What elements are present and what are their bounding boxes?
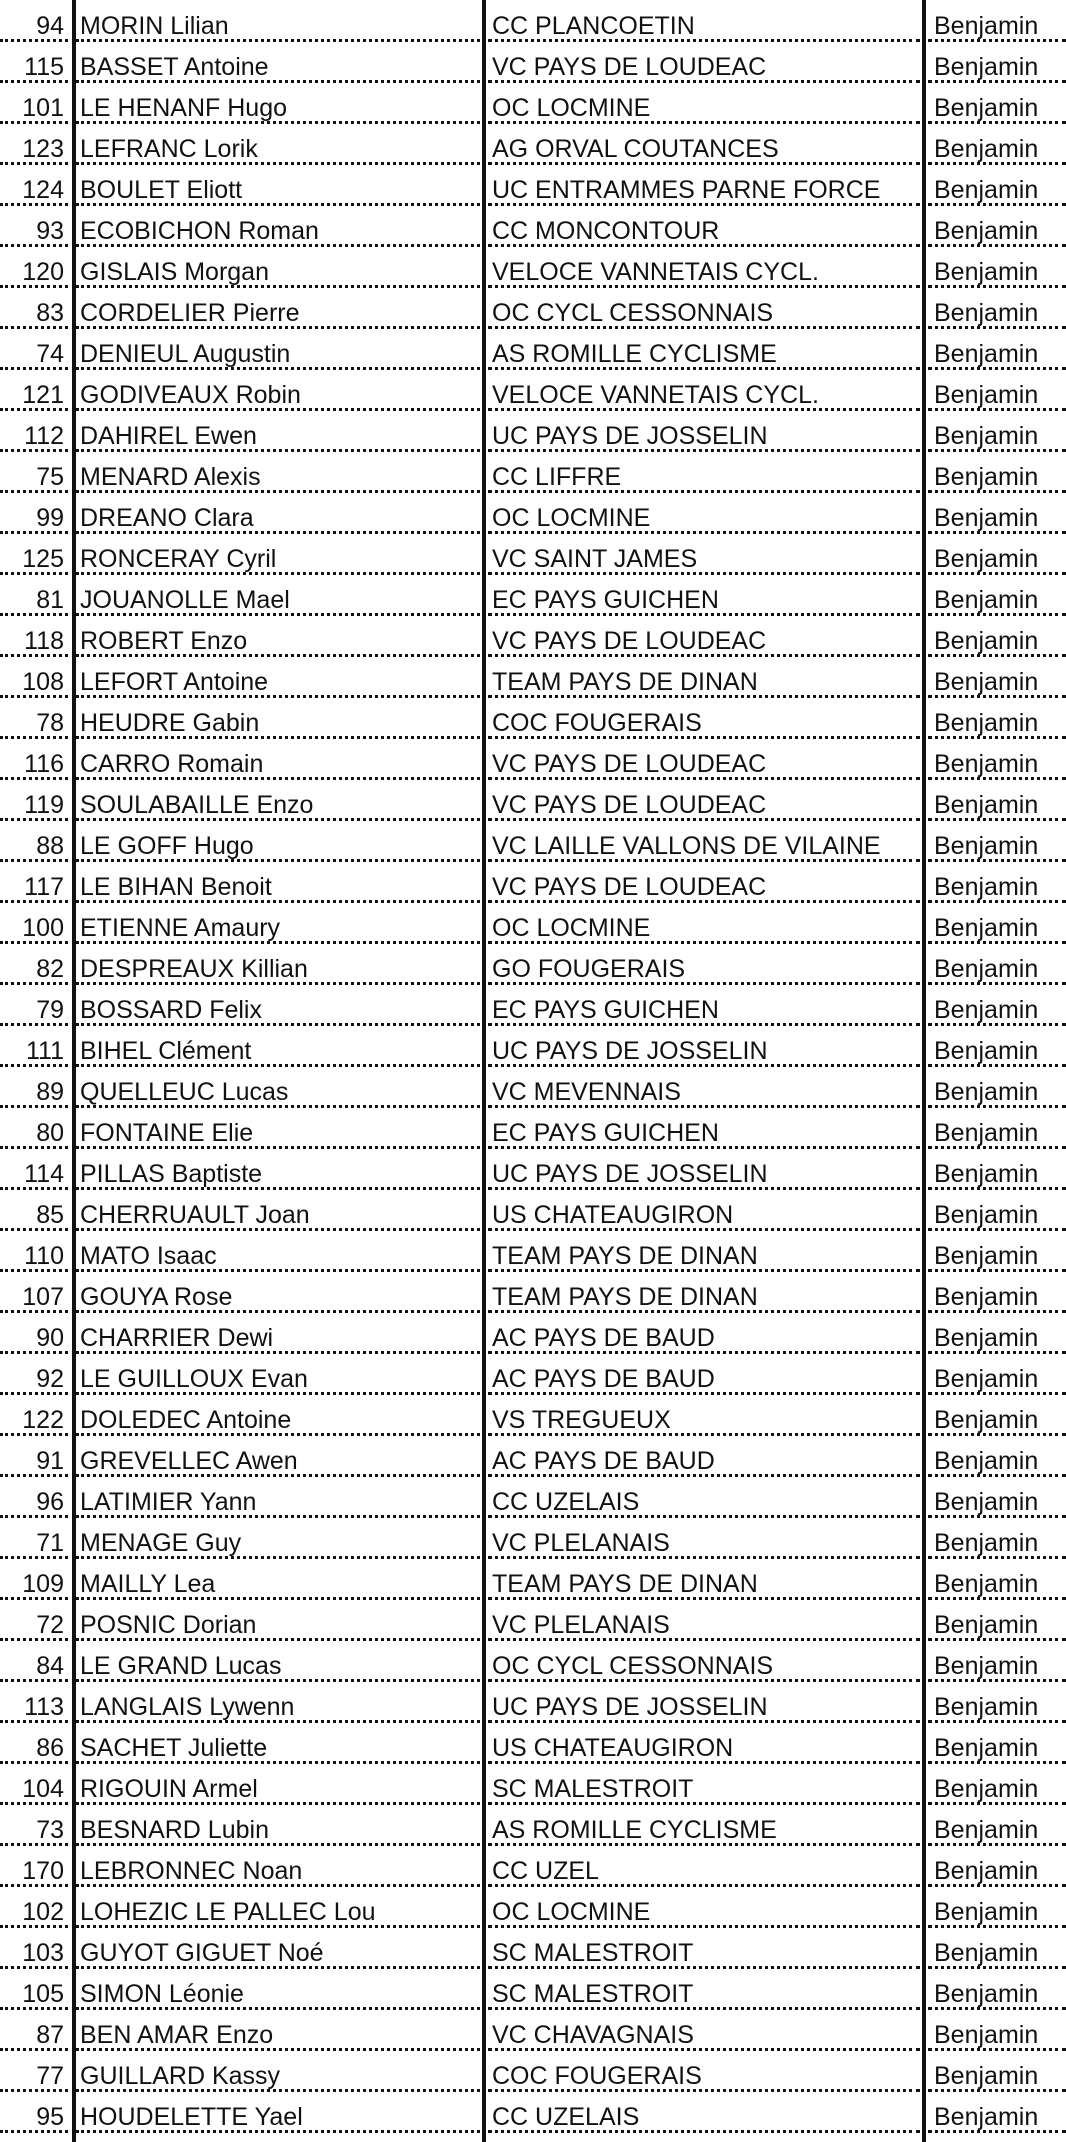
rider-name-cell: CHERRUAULT Joan [76,1190,480,1231]
club-cell: VELOCE VANNETAIS CYCL. [488,370,920,411]
bib-number-cell: 85 [0,1190,68,1231]
category-cell: Benjamin [928,411,1066,452]
rider-name-cell: BOULET Eliott [76,165,480,206]
bib-number-cell: 122 [0,1395,68,1436]
rider-name-cell: DOLEDEC Antoine [76,1395,480,1436]
table-row [0,739,1066,780]
rider-name-cell: MAILLY Lea [76,1559,480,1600]
category-cell: Benjamin [928,1067,1066,1108]
bib-number-cell: 87 [0,2010,68,2051]
club-cell: VC SAINT JAMES [488,534,920,575]
bib-number-cell: 170 [0,1846,68,1887]
table-row [0,1928,1066,1969]
table-row [0,1969,1066,2010]
bib-number-cell: 102 [0,1887,68,1928]
bib-number-cell: 114 [0,1149,68,1190]
bib-number-cell: 80 [0,1108,68,1149]
bib-number-cell: 110 [0,1231,68,1272]
table-row [0,247,1066,288]
table-row [0,206,1066,247]
club-cell: TEAM PAYS DE DINAN [488,1231,920,1272]
category-cell: Benjamin [928,1026,1066,1067]
category-cell: Benjamin [928,1272,1066,1313]
rider-name-cell: LE BIHAN Benoit [76,862,480,903]
category-cell: Benjamin [928,1928,1066,1969]
rider-name-cell: QUELLEUC Lucas [76,1067,480,1108]
category-cell: Benjamin [928,1149,1066,1190]
category-cell: Benjamin [928,329,1066,370]
rider-name-cell: GUILLARD Kassy [76,2051,480,2092]
table-row [0,493,1066,534]
rider-name-cell: GOUYA Rose [76,1272,480,1313]
table-row [0,1,1066,42]
club-cell: US CHATEAUGIRON [488,1190,920,1231]
club-cell: VC PAYS DE LOUDEAC [488,616,920,657]
category-cell: Benjamin [928,1887,1066,1928]
club-cell: VC PAYS DE LOUDEAC [488,862,920,903]
table-row [0,1231,1066,1272]
club-cell: UC ENTRAMMES PARNE FORCE [488,165,920,206]
category-cell: Benjamin [928,247,1066,288]
rider-name-cell: LEFORT Antoine [76,657,480,698]
club-cell: OC LOCMINE [488,493,920,534]
rider-name-cell: LE GOFF Hugo [76,821,480,862]
rider-name-cell: LE GRAND Lucas [76,1641,480,1682]
bib-number-cell: 108 [0,657,68,698]
table-row [0,2051,1066,2092]
category-cell: Benjamin [928,1600,1066,1641]
category-cell: Benjamin [928,985,1066,1026]
table-row [0,1067,1066,1108]
table-row [0,657,1066,698]
club-cell: UC PAYS DE JOSSELIN [488,1682,920,1723]
bib-number-cell: 124 [0,165,68,206]
table-row [0,42,1066,83]
rider-name-cell: ECOBICHON Roman [76,206,480,247]
bib-number-cell: 120 [0,247,68,288]
table-row [0,1600,1066,1641]
bib-number-cell: 81 [0,575,68,616]
rider-name-cell: CORDELIER Pierre [76,288,480,329]
bib-number-cell: 88 [0,821,68,862]
category-cell: Benjamin [928,616,1066,657]
bib-number-cell: 92 [0,1354,68,1395]
club-cell: EC PAYS GUICHEN [488,1108,920,1149]
rider-name-cell: GODIVEAUX Robin [76,370,480,411]
bib-number-cell: 90 [0,1313,68,1354]
table-row [0,329,1066,370]
table-row [0,1559,1066,1600]
bib-number-cell: 109 [0,1559,68,1600]
category-cell: Benjamin [928,42,1066,83]
category-cell: Benjamin [928,1805,1066,1846]
category-cell: Benjamin [928,1477,1066,1518]
table-row [0,1846,1066,1887]
table-row [0,1682,1066,1723]
bib-number-cell: 99 [0,493,68,534]
rider-name-cell: PILLAS Baptiste [76,1149,480,1190]
table-row [0,616,1066,657]
bib-number-cell: 83 [0,288,68,329]
category-cell: Benjamin [928,862,1066,903]
table-row [0,903,1066,944]
club-cell: VC PLELANAIS [488,1600,920,1641]
category-cell: Benjamin [928,1559,1066,1600]
table-row [0,534,1066,575]
table-row [0,1354,1066,1395]
club-cell: COC FOUGERAIS [488,698,920,739]
category-cell: Benjamin [928,288,1066,329]
category-cell: Benjamin [928,944,1066,985]
bib-number-cell: 84 [0,1641,68,1682]
category-cell: Benjamin [928,657,1066,698]
table-row [0,780,1066,821]
club-cell: VELOCE VANNETAIS CYCL. [488,247,920,288]
club-cell: OC LOCMINE [488,903,920,944]
bib-number-cell: 119 [0,780,68,821]
table-row [0,165,1066,206]
rider-name-cell: BIHEL Clément [76,1026,480,1067]
table-row [0,1477,1066,1518]
rider-name-cell: SIMON Léonie [76,1969,480,2010]
bib-number-cell: 104 [0,1764,68,1805]
bib-number-cell: 118 [0,616,68,657]
rider-name-cell: MENAGE Guy [76,1518,480,1559]
rider-name-cell: BESNARD Lubin [76,1805,480,1846]
rider-name-cell: CHARRIER Dewi [76,1313,480,1354]
bib-number-cell: 82 [0,944,68,985]
table-row [0,1436,1066,1477]
club-cell: EC PAYS GUICHEN [488,575,920,616]
bib-number-cell: 89 [0,1067,68,1108]
bib-number-cell: 105 [0,1969,68,2010]
table-row [0,452,1066,493]
category-cell: Benjamin [928,1395,1066,1436]
category-cell: Benjamin [928,2092,1066,2133]
table-row [0,1395,1066,1436]
table-row [0,1026,1066,1067]
table-row [0,862,1066,903]
rider-name-cell: LATIMIER Yann [76,1477,480,1518]
rider-name-cell: DREANO Clara [76,493,480,534]
rider-name-cell: SACHET Juliette [76,1723,480,1764]
table-row [0,1272,1066,1313]
rider-name-cell: MENARD Alexis [76,452,480,493]
rider-name-cell: GUYOT GIGUET Noé [76,1928,480,1969]
club-cell: CC UZELAIS [488,2092,920,2133]
bib-number-cell: 95 [0,2092,68,2133]
rider-name-cell: GREVELLEC Awen [76,1436,480,1477]
club-cell: SC MALESTROIT [488,1969,920,2010]
club-cell: GO FOUGERAIS [488,944,920,985]
column-divider-number [72,0,76,2142]
club-cell: US CHATEAUGIRON [488,1723,920,1764]
rider-name-cell: ROBERT Enzo [76,616,480,657]
category-cell: Benjamin [928,821,1066,862]
club-cell: CC LIFFRE [488,452,920,493]
category-cell: Benjamin [928,575,1066,616]
rider-name-cell: MATO Isaac [76,1231,480,1272]
category-cell: Benjamin [928,83,1066,124]
bib-number-cell: 72 [0,1600,68,1641]
category-cell: Benjamin [928,739,1066,780]
table-row [0,2010,1066,2051]
table-row [0,1764,1066,1805]
rider-name-cell: JOUANOLLE Mael [76,575,480,616]
rider-name-cell: ETIENNE Amaury [76,903,480,944]
bib-number-cell: 75 [0,452,68,493]
table-row [0,821,1066,862]
table-row [0,370,1066,411]
column-divider-club [922,0,926,2142]
club-cell: AS ROMILLE CYCLISME [488,1805,920,1846]
bib-number-cell: 103 [0,1928,68,1969]
category-cell: Benjamin [928,780,1066,821]
bib-number-cell: 123 [0,124,68,165]
bib-number-cell: 74 [0,329,68,370]
rider-name-cell: GISLAIS Morgan [76,247,480,288]
category-cell: Benjamin [928,1,1066,42]
category-cell: Benjamin [928,2051,1066,2092]
bib-number-cell: 125 [0,534,68,575]
category-cell: Benjamin [928,1764,1066,1805]
table-row [0,698,1066,739]
bib-number-cell: 93 [0,206,68,247]
rider-name-cell: BEN AMAR Enzo [76,2010,480,2051]
bib-number-cell: 112 [0,411,68,452]
club-cell: UC PAYS DE JOSSELIN [488,1149,920,1190]
bib-number-cell: 91 [0,1436,68,1477]
bib-number-cell: 121 [0,370,68,411]
category-cell: Benjamin [928,1231,1066,1272]
bib-number-cell: 94 [0,1,68,42]
rider-name-cell: POSNIC Dorian [76,1600,480,1641]
table-row [0,411,1066,452]
category-cell: Benjamin [928,1723,1066,1764]
table-row [0,1149,1066,1190]
category-cell: Benjamin [928,493,1066,534]
rider-name-cell: LANGLAIS Lywenn [76,1682,480,1723]
bib-number-cell: 77 [0,2051,68,2092]
rider-name-cell: LEFRANC Lorik [76,124,480,165]
rider-name-cell: RONCERAY Cyril [76,534,480,575]
club-cell: UC PAYS DE JOSSELIN [488,411,920,452]
club-cell: UC PAYS DE JOSSELIN [488,1026,920,1067]
bib-number-cell: 73 [0,1805,68,1846]
table-row [0,575,1066,616]
rider-name-cell: LE GUILLOUX Evan [76,1354,480,1395]
table-row [0,1641,1066,1682]
table-row [0,124,1066,165]
table-row [0,288,1066,329]
bib-number-cell: 79 [0,985,68,1026]
table-row [0,944,1066,985]
bib-number-cell: 107 [0,1272,68,1313]
rider-name-cell: DESPREAUX Killian [76,944,480,985]
table-row [0,985,1066,1026]
rider-name-cell: LOHEZIC LE PALLEC Lou [76,1887,480,1928]
club-cell: CC PLANCOETIN [488,1,920,42]
bib-number-cell: 116 [0,739,68,780]
rider-name-cell: MORIN Lilian [76,1,480,42]
table-row [0,1108,1066,1149]
category-cell: Benjamin [928,1641,1066,1682]
rider-name-cell: BOSSARD Felix [76,985,480,1026]
rider-name-cell: HOUDELETTE Yael [76,2092,480,2133]
club-cell: AC PAYS DE BAUD [488,1354,920,1395]
category-cell: Benjamin [928,1354,1066,1395]
rider-name-cell: HEUDRE Gabin [76,698,480,739]
table-row [0,1190,1066,1231]
rider-name-cell: RIGOUIN Armel [76,1764,480,1805]
bib-number-cell: 113 [0,1682,68,1723]
club-cell: VC MEVENNAIS [488,1067,920,1108]
rider-name-cell: BASSET Antoine [76,42,480,83]
club-cell: TEAM PAYS DE DINAN [488,1272,920,1313]
rider-name-cell: DAHIREL Ewen [76,411,480,452]
category-cell: Benjamin [928,206,1066,247]
club-cell: VC PAYS DE LOUDEAC [488,780,920,821]
category-cell: Benjamin [928,1313,1066,1354]
category-cell: Benjamin [928,903,1066,944]
bib-number-cell: 111 [0,1026,68,1067]
rider-name-cell: SOULABAILLE Enzo [76,780,480,821]
table-row [0,2092,1066,2133]
category-cell: Benjamin [928,534,1066,575]
club-cell: EC PAYS GUICHEN [488,985,920,1026]
category-cell: Benjamin [928,452,1066,493]
category-cell: Benjamin [928,1518,1066,1559]
club-cell: OC CYCL CESSONNAIS [488,1641,920,1682]
category-cell: Benjamin [928,124,1066,165]
rider-name-cell: LEBRONNEC Noan [76,1846,480,1887]
bib-number-cell: 115 [0,42,68,83]
category-cell: Benjamin [928,698,1066,739]
club-cell: VC CHAVAGNAIS [488,2010,920,2051]
club-cell: AG ORVAL COUTANCES [488,124,920,165]
category-cell: Benjamin [928,1846,1066,1887]
rider-name-cell: FONTAINE Elie [76,1108,480,1149]
club-cell: CC MONCONTOUR [488,206,920,247]
club-cell: AC PAYS DE BAUD [488,1313,920,1354]
club-cell: VS TREGUEUX [488,1395,920,1436]
category-cell: Benjamin [928,1682,1066,1723]
category-cell: Benjamin [928,1108,1066,1149]
column-divider-name [482,0,486,2142]
table-row [0,1313,1066,1354]
club-cell: OC CYCL CESSONNAIS [488,288,920,329]
category-cell: Benjamin [928,1190,1066,1231]
club-cell: CC UZELAIS [488,1477,920,1518]
club-cell: CC UZEL [488,1846,920,1887]
bib-number-cell: 71 [0,1518,68,1559]
table-row [0,1723,1066,1764]
category-cell: Benjamin [928,1969,1066,2010]
bib-number-cell: 86 [0,1723,68,1764]
club-cell: VC PLELANAIS [488,1518,920,1559]
club-cell: AS ROMILLE CYCLISME [488,329,920,370]
bib-number-cell: 78 [0,698,68,739]
category-cell: Benjamin [928,370,1066,411]
rider-name-cell: LE HENANF Hugo [76,83,480,124]
table-row [0,1518,1066,1559]
club-cell: VC PAYS DE LOUDEAC [488,42,920,83]
club-cell: OC LOCMINE [488,1887,920,1928]
category-cell: Benjamin [928,1436,1066,1477]
club-cell: TEAM PAYS DE DINAN [488,1559,920,1600]
club-cell: VC LAILLE VALLONS DE VILAINE [488,821,920,862]
club-cell: SC MALESTROIT [488,1764,920,1805]
table-row [0,1887,1066,1928]
club-cell: COC FOUGERAIS [488,2051,920,2092]
category-cell: Benjamin [928,165,1066,206]
club-cell: SC MALESTROIT [488,1928,920,1969]
club-cell: OC LOCMINE [488,83,920,124]
bib-number-cell: 96 [0,1477,68,1518]
bib-number-cell: 100 [0,903,68,944]
club-cell: TEAM PAYS DE DINAN [488,657,920,698]
table-row [0,1805,1066,1846]
club-cell: AC PAYS DE BAUD [488,1436,920,1477]
bib-number-cell: 117 [0,862,68,903]
bib-number-cell: 101 [0,83,68,124]
rider-name-cell: DENIEUL Augustin [76,329,480,370]
rider-name-cell: CARRO Romain [76,739,480,780]
table-row [0,83,1066,124]
club-cell: VC PAYS DE LOUDEAC [488,739,920,780]
category-cell: Benjamin [928,2010,1066,2051]
